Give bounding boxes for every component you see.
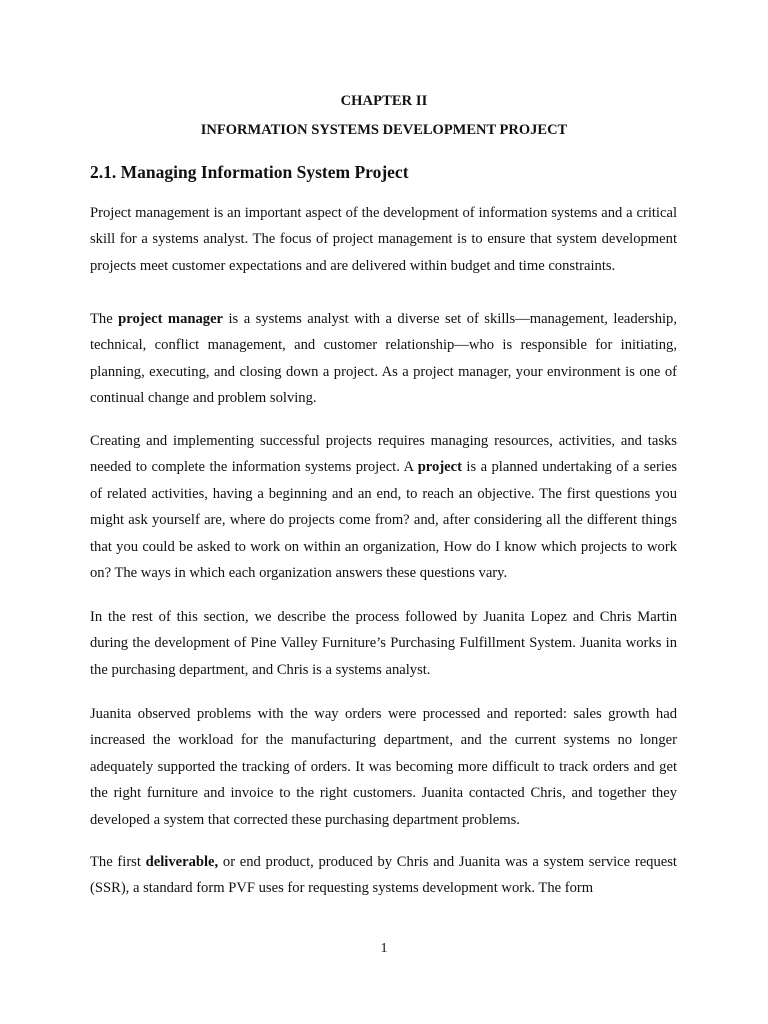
paragraph-project-manager	[90, 306, 677, 412]
text-span: is a planned undertaking of a series of related activities, having a beginning and an end, to reach an objective. The first questions you might ask yourself are, where do projects come from? and, after considering all the different things that you could be asked to work on within an organization, How do I know which projects to work on? The ways in which each organization answers these questions vary.	[90, 459, 678, 582]
text-span: Creating and implementing successful projects requires managing resources, activities, and tasks needed to complete the information systems project. A	[90, 433, 677, 476]
chapter-title: INFORMATION SYSTEMS DEVELOPMENT PROJECT	[200, 122, 568, 138]
paragraph-section-overview: In the rest of this section, we describe the process followed by Juanita Lopez and Chris Martin during the development of Pine Valley Furniture’s Purchasing Fulfillment System. Juanita works in the purchasing department, and Chris is a systems analyst.	[90, 609, 677, 678]
section-heading: 2.1. Managing Information System Project	[90, 162, 409, 182]
paragraph-first-deliverable	[90, 849, 677, 902]
chapter-label: CHAPTER II	[340, 93, 428, 109]
bold-term-deliverable: deliverable,	[145, 854, 219, 870]
paragraph-project-definition	[90, 428, 677, 586]
text-span: or end product, produced by Chris and Juanita was a system service request (SSR), a standard form PVF uses for requesting systems development work. The form	[90, 854, 677, 897]
paragraph-juanita-problems: Juanita observed problems with the way orders were processed and reported: sales growth had increased the workload for the manufacturing department, and the current systems no longer adequately supported the tracking of orders. It was becoming more difficult to track orders and get the right furniture and invoice to the right customers. Juanita contacted Chris, and together they developed a system that corrected these purchasing department problems.	[90, 706, 677, 828]
bold-term-project: project	[417, 459, 462, 476]
bold-term-project-manager: project manager	[118, 311, 224, 327]
paragraph-project-management: Project management is an important aspect of the development of information systems and a critical skill for a systems analyst. The focus of project management is to ensure that system development projects meet customer expectations and are delivered within budget and time constraints.	[90, 205, 677, 274]
text-span: The	[90, 311, 119, 327]
page-number: 1	[380, 941, 388, 956]
text-span: is a systems analyst with a diverse set of skills—management, leadership, technical, conflict management, and customer relationship—who is responsible for initiating, planning, executing, and closing down a project. As a project manager, your environment is one of continual change and problem solving.	[90, 311, 678, 407]
text-span: The first	[90, 854, 146, 870]
